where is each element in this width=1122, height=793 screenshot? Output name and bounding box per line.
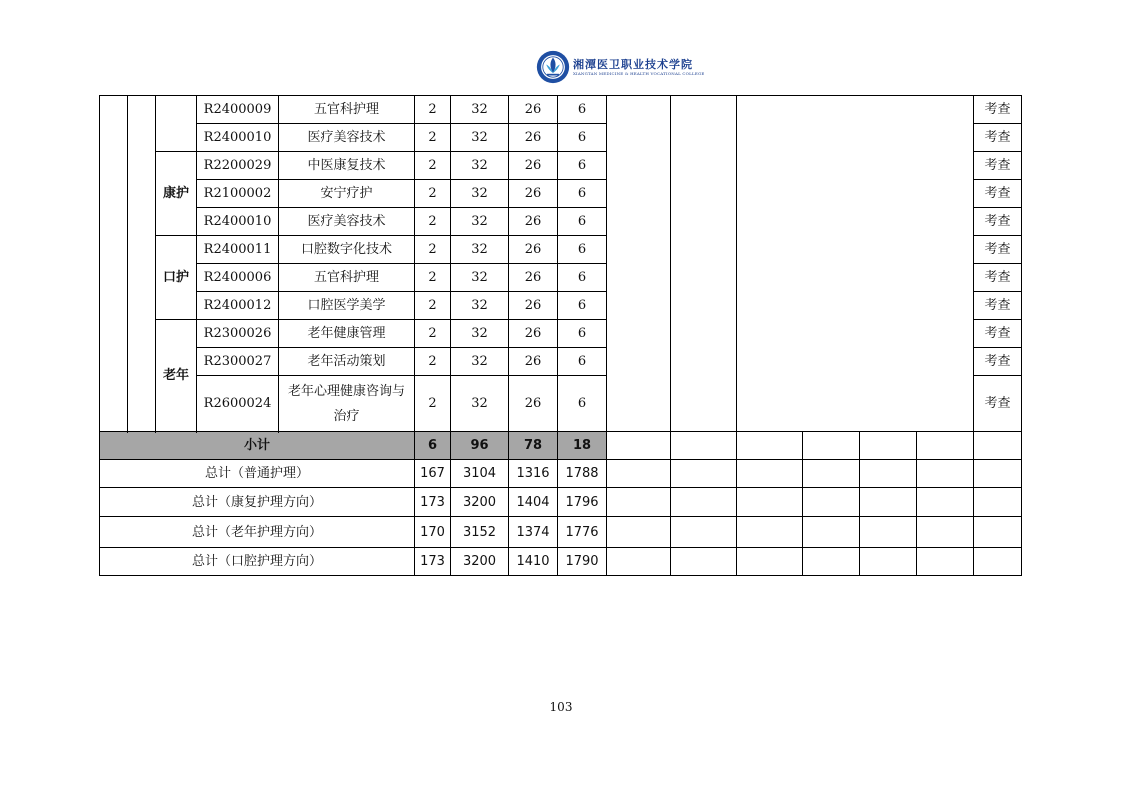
table-cell (607, 432, 671, 460)
course-practice: 6 (558, 320, 607, 348)
table-cell (671, 432, 737, 460)
course-theory: 26 (509, 124, 558, 152)
course-assess: 考查 (974, 124, 1022, 152)
course-code: R2400006 (197, 264, 279, 292)
subtotal-row (100, 432, 1022, 460)
college-name-en: XIANGTAN MEDICINE & HEALTH VOCATIONAL COLLEGE (573, 70, 705, 76)
college-logo-icon (536, 50, 570, 84)
total-practice: 1790 (558, 548, 607, 576)
total-label: 总计（康复护理方向） (100, 488, 415, 517)
course-assess: 考查 (974, 292, 1022, 320)
course-hours: 32 (451, 376, 509, 432)
course-code: R2400011 (197, 236, 279, 264)
table-cell (803, 517, 860, 548)
course-credits: 2 (415, 152, 451, 180)
course-assess: 考查 (974, 96, 1022, 124)
total-label: 总计（老年护理方向） (100, 517, 415, 548)
course-name: 安宁疗护 (279, 180, 415, 208)
course-practice: 6 (558, 96, 607, 124)
course-hours: 32 (451, 348, 509, 376)
table-cell (671, 548, 737, 576)
course-assess: 考查 (974, 152, 1022, 180)
table-cell (607, 517, 671, 548)
total-practice: 1796 (558, 488, 607, 517)
course-code: R2400010 (197, 208, 279, 236)
page-number: 103 (549, 700, 573, 714)
total-row (100, 548, 1022, 576)
course-assess: 考查 (974, 264, 1022, 292)
course-hours: 32 (451, 292, 509, 320)
course-credits: 2 (415, 348, 451, 376)
course-name: 五官科护理 (279, 96, 415, 124)
course-theory: 26 (509, 292, 558, 320)
subtotal-theory: 78 (509, 432, 558, 460)
table-cell (917, 460, 974, 488)
table-cell (860, 432, 917, 460)
total-label: 总计（普通护理） (100, 460, 415, 488)
course-code: R2400009 (197, 96, 279, 124)
total-hours: 3152 (451, 517, 509, 548)
table-cell (917, 432, 974, 460)
total-hours: 3104 (451, 460, 509, 488)
course-assess: 考查 (974, 376, 1022, 432)
group-label-kouhu: 口护 (156, 236, 197, 320)
course-theory: 26 (509, 264, 558, 292)
table-cell (671, 96, 737, 432)
page-header (536, 47, 705, 87)
table-cell (737, 432, 803, 460)
course-credits: 2 (415, 208, 451, 236)
course-hours: 32 (451, 264, 509, 292)
course-assess: 考查 (974, 236, 1022, 264)
subtotal-label: 小计 (100, 432, 415, 460)
table-cell (607, 460, 671, 488)
table-cell (917, 488, 974, 517)
table-cell (737, 96, 974, 432)
total-row (100, 517, 1022, 548)
course-theory: 26 (509, 236, 558, 264)
table-cell (974, 517, 1022, 548)
subtotal-credits: 6 (415, 432, 451, 460)
course-assess: 考查 (974, 208, 1022, 236)
table-cell (156, 96, 197, 152)
table-cell (607, 96, 671, 432)
course-practice: 6 (558, 292, 607, 320)
table-cell (671, 460, 737, 488)
table-cell (607, 488, 671, 517)
course-code: R2300026 (197, 320, 279, 348)
course-hours: 32 (451, 96, 509, 124)
course-name: 口腔数字化技术 (279, 236, 415, 264)
course-theory: 26 (509, 320, 558, 348)
table-cell (128, 96, 156, 432)
course-name: 中医康复技术 (279, 152, 415, 180)
subtotal-hours: 96 (451, 432, 509, 460)
course-assess: 考查 (974, 348, 1022, 376)
total-theory: 1410 (509, 548, 558, 576)
total-credits: 173 (415, 548, 451, 576)
table-cell (860, 548, 917, 576)
table-cell (860, 488, 917, 517)
table-cell (803, 548, 860, 576)
course-name: 老年活动策划 (279, 348, 415, 376)
table-cell (737, 548, 803, 576)
table-cell (803, 488, 860, 517)
table-cell (737, 488, 803, 517)
total-hours: 3200 (451, 488, 509, 517)
total-practice: 1788 (558, 460, 607, 488)
table-cell (671, 488, 737, 517)
total-practice: 1776 (558, 517, 607, 548)
table-cell (860, 517, 917, 548)
course-code: R2400010 (197, 124, 279, 152)
table-cell (974, 548, 1022, 576)
table-cell (737, 460, 803, 488)
table-cell (974, 432, 1022, 460)
group-label-kanghu: 康护 (156, 152, 197, 236)
course-theory: 26 (509, 376, 558, 432)
total-label: 总计（口腔护理方向） (100, 548, 415, 576)
total-theory: 1404 (509, 488, 558, 517)
course-assess: 考查 (974, 320, 1022, 348)
course-credits: 2 (415, 124, 451, 152)
course-practice: 6 (558, 208, 607, 236)
table-cell (803, 460, 860, 488)
table-cell (917, 548, 974, 576)
course-theory: 26 (509, 180, 558, 208)
course-credits: 2 (415, 180, 451, 208)
course-practice: 6 (558, 376, 607, 432)
course-name: 医疗美容技术 (279, 208, 415, 236)
table-row (100, 96, 1022, 124)
group-label-laonian: 老年 (156, 320, 197, 432)
table-cell (803, 432, 860, 460)
course-credits: 2 (415, 376, 451, 432)
table-cell (974, 460, 1022, 488)
course-theory: 26 (509, 96, 558, 124)
course-code: R2300027 (197, 348, 279, 376)
course-hours: 32 (451, 180, 509, 208)
course-practice: 6 (558, 264, 607, 292)
course-code: R2400012 (197, 292, 279, 320)
course-practice: 6 (558, 152, 607, 180)
course-credits: 2 (415, 96, 451, 124)
course-name: 老年健康管理 (279, 320, 415, 348)
table-cell (860, 460, 917, 488)
course-name: 老年心理健康咨询与治疗 (279, 376, 415, 432)
course-theory: 26 (509, 348, 558, 376)
course-theory: 26 (509, 152, 558, 180)
course-credits: 2 (415, 236, 451, 264)
course-practice: 6 (558, 180, 607, 208)
course-practice: 6 (558, 348, 607, 376)
total-credits: 167 (415, 460, 451, 488)
course-hours: 32 (451, 152, 509, 180)
course-hours: 32 (451, 320, 509, 348)
table-cell (671, 517, 737, 548)
total-row (100, 460, 1022, 488)
course-name: 口腔医学美学 (279, 292, 415, 320)
total-theory: 1316 (509, 460, 558, 488)
subtotal-practice: 18 (558, 432, 607, 460)
college-name-cn: 湘潭医卫职业技术学院 (573, 57, 693, 71)
course-name: 五官科护理 (279, 264, 415, 292)
course-hours: 32 (451, 124, 509, 152)
course-assess: 考查 (974, 180, 1022, 208)
course-hours: 32 (451, 208, 509, 236)
course-code: R2100002 (197, 180, 279, 208)
total-theory: 1374 (509, 517, 558, 548)
course-code: R2200029 (197, 152, 279, 180)
table-cell (737, 517, 803, 548)
course-credits: 2 (415, 292, 451, 320)
course-practice: 6 (558, 236, 607, 264)
table-cell (974, 488, 1022, 517)
course-credits: 2 (415, 320, 451, 348)
table-cell (607, 548, 671, 576)
course-practice: 6 (558, 124, 607, 152)
total-credits: 173 (415, 488, 451, 517)
total-credits: 170 (415, 517, 451, 548)
table-cell (100, 96, 128, 432)
course-hours: 32 (451, 236, 509, 264)
course-theory: 26 (509, 208, 558, 236)
course-code: R2600024 (197, 376, 279, 432)
total-row (100, 488, 1022, 517)
course-name: 医疗美容技术 (279, 124, 415, 152)
course-table (99, 95, 1022, 576)
table-cell (917, 517, 974, 548)
total-hours: 3200 (451, 548, 509, 576)
course-credits: 2 (415, 264, 451, 292)
